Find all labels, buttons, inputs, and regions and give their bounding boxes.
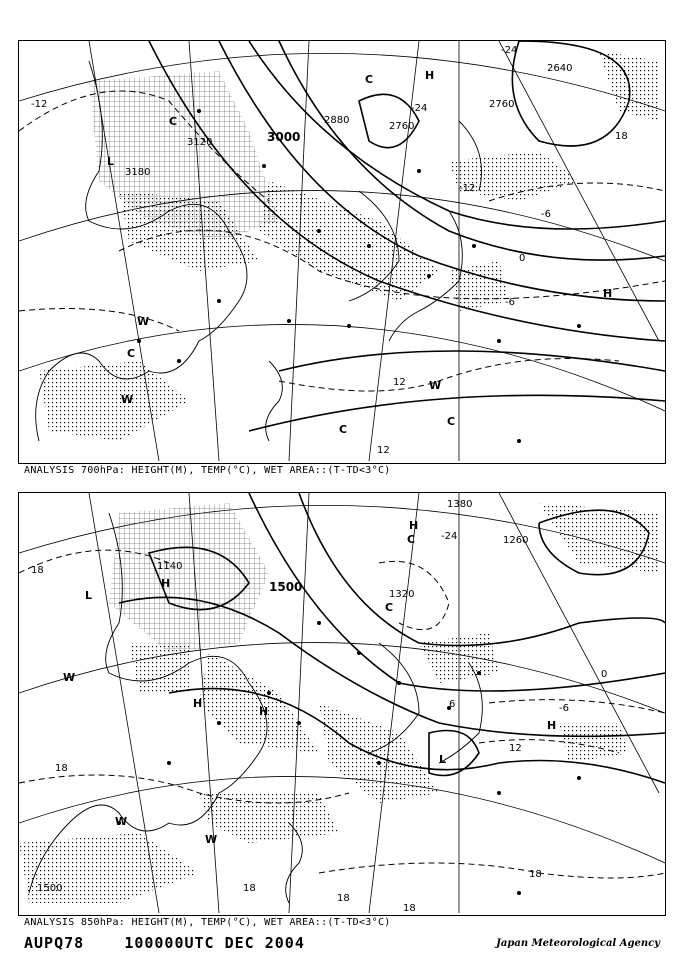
system-label: C (385, 601, 394, 614)
height-label: 1320 (389, 589, 415, 600)
temp-label: 18 (337, 893, 350, 904)
system-label: C (127, 347, 136, 360)
temp-label: -12 (459, 183, 476, 194)
height-label: 2640 (547, 63, 573, 74)
height-label: 1380 (447, 499, 473, 510)
temp-label: -6 (559, 703, 569, 714)
height-label: 2760 (389, 121, 415, 132)
temp-label: -6 (541, 209, 551, 220)
temp-label: 0 (601, 669, 608, 680)
system-label: W (137, 315, 150, 328)
system-label: H (425, 69, 435, 82)
system-label: W (121, 393, 134, 406)
system-label: H (603, 287, 613, 300)
system-label: C (169, 115, 178, 128)
system-label: C (365, 73, 374, 86)
temp-label: -24 (441, 531, 458, 542)
system-label: C (407, 533, 416, 546)
system-label: C (339, 423, 348, 436)
height-label: 2760 (489, 99, 515, 110)
temp-label: 18 (403, 903, 416, 914)
system-label: H (161, 577, 171, 590)
chart-identifier (24, 934, 305, 952)
temp-label: -6 (505, 297, 515, 308)
height-label: 1500 (269, 580, 303, 594)
height-label: 3180 (125, 167, 151, 178)
temp-label: 18 (615, 131, 628, 142)
system-label: L (85, 589, 93, 602)
map-850hpa-svg (19, 493, 665, 915)
temp-label: 18 (243, 883, 256, 894)
agency-name: Japan Meteorological Agency (496, 938, 660, 949)
analysis-700hpa-map (18, 40, 666, 464)
height-label: 1140 (157, 561, 183, 572)
caption-700hpa: ANALYSIS 700hPa: HEIGHT(M), TEMP(°C), WET AREA::(T-TD<3°C) (24, 465, 391, 476)
system-label: H (259, 705, 269, 718)
height-label: 1500 (37, 883, 63, 894)
height-label: 3120 (187, 137, 213, 148)
system-label: W (63, 671, 76, 684)
caption-850hpa: ANALYSIS 850hPa: HEIGHT(M), TEMP(°C), WET AREA::(T-TD<3°C) (24, 917, 391, 928)
valid-time: 100000UTC DEC 2004 (124, 934, 305, 952)
chart-code: AUPQ78 (24, 934, 85, 952)
system-label: H (193, 697, 203, 710)
temp-label: 18 (529, 869, 542, 880)
temp-label: 12 (377, 445, 390, 456)
system-label: C (447, 415, 456, 428)
system-label: W (205, 833, 218, 846)
map-700hpa-svg (19, 41, 665, 463)
temp-label: 18 (55, 763, 68, 774)
system-label: H (409, 519, 419, 532)
temp-label: 12 (393, 377, 406, 388)
temp-label: 0 (519, 253, 526, 264)
analysis-850hpa-map (18, 492, 666, 916)
temp-label: 18 (31, 565, 44, 576)
temp-label: 12 (509, 743, 522, 754)
height-label: 3000 (267, 130, 301, 144)
temp-label: -24 (411, 103, 428, 114)
wet-areas (39, 51, 659, 441)
system-label: H (547, 719, 557, 732)
system-label: L (107, 155, 115, 168)
temp-label: -12 (31, 99, 48, 110)
height-label: 2880 (324, 115, 350, 126)
temp-label: 6 (449, 699, 456, 710)
system-label: L (439, 753, 447, 766)
system-label: W (429, 379, 442, 392)
system-label: W (115, 815, 128, 828)
temp-label: -24 (501, 45, 518, 56)
height-label: 1260 (503, 535, 529, 546)
